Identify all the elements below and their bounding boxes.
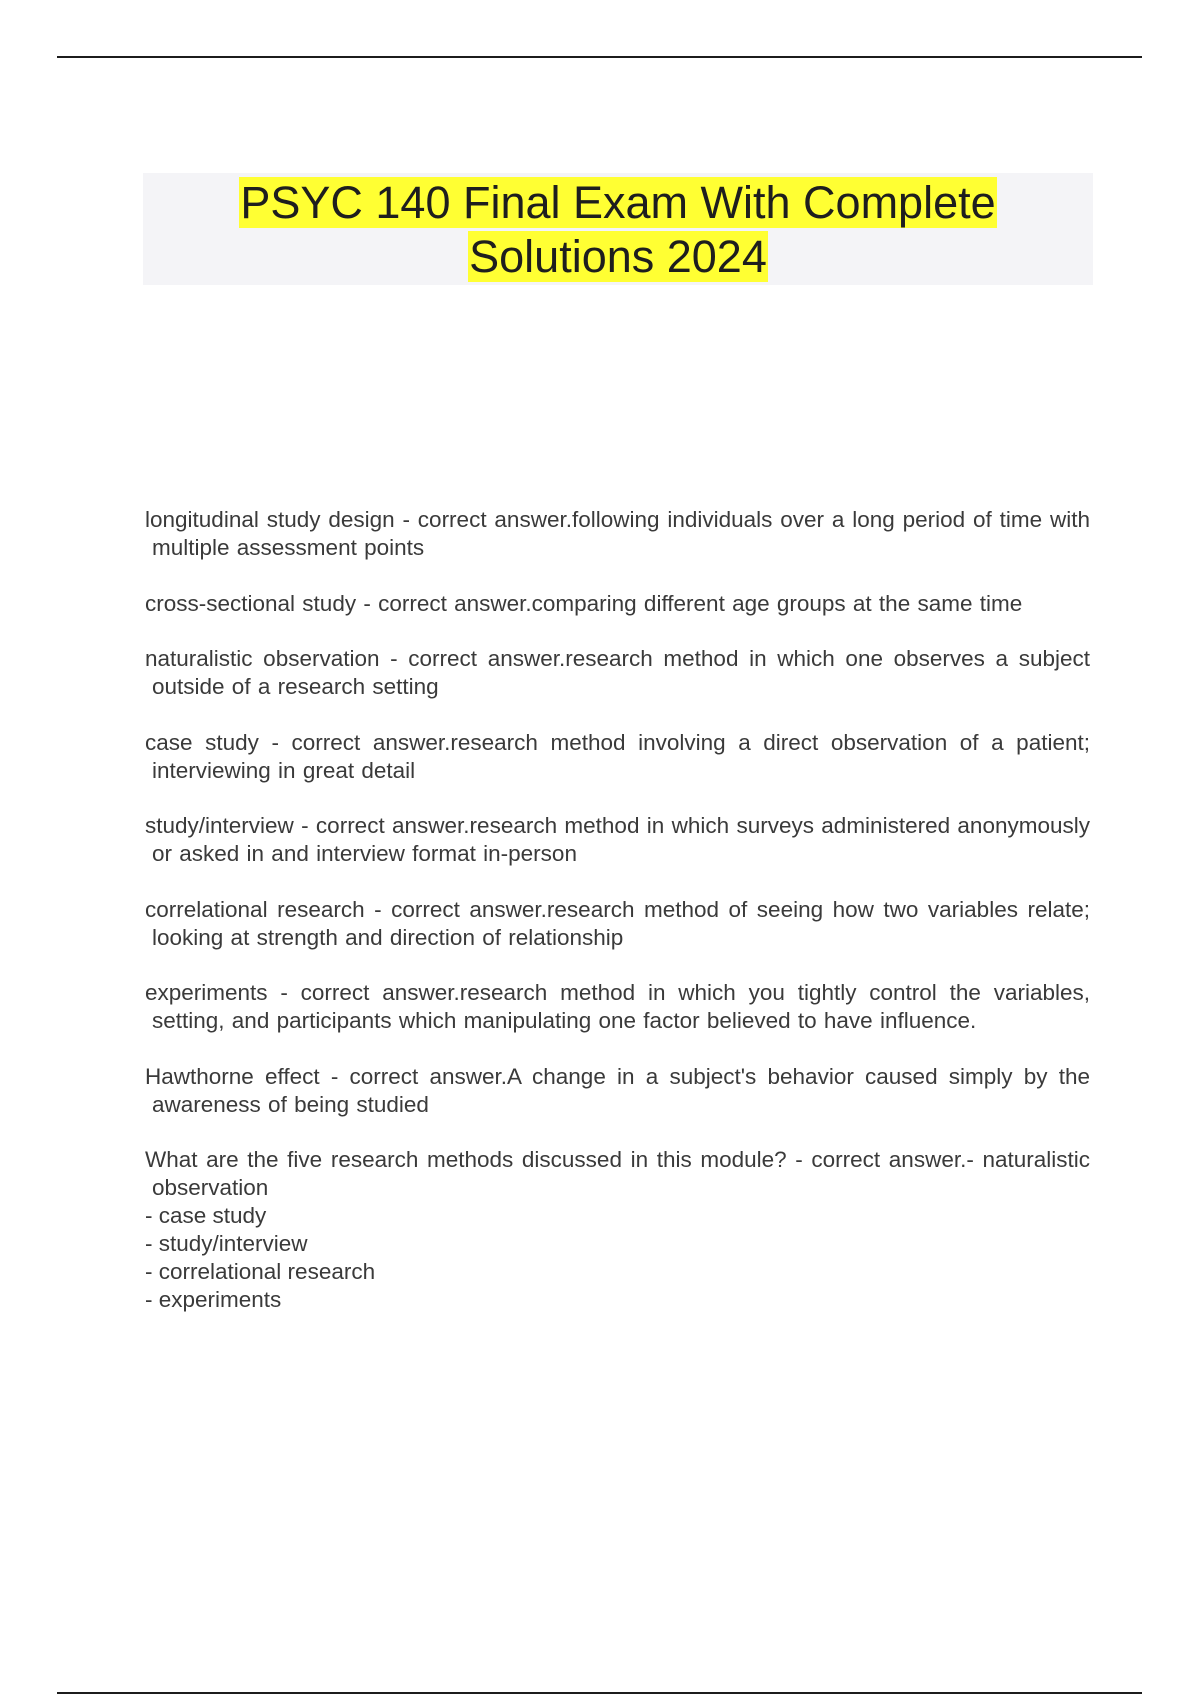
entry-study-interview: study/interview - correct answer.research method in which surveys administered anonymously or asked in and interview format in-person	[145, 813, 1090, 866]
entry-cross-sectional-study: cross-sectional study - correct answer.comparing different age groups at the same time	[145, 590, 1023, 616]
list-item: - case study	[145, 1203, 267, 1228]
entry-hawthorne-effect: Hawthorne effect - correct answer.A change in a subject's behavior caused simply by the awareness of being studied	[145, 1063, 1090, 1117]
title-line-1: PSYC 140 Final Exam With Complete	[240, 177, 996, 228]
list-item: - correlational research	[145, 1259, 376, 1284]
entry-correlational-research: correlational research - correct answer.research method of seeing how two variables relate; looking at strength and direction of relationship	[145, 896, 1090, 950]
top-rule	[57, 56, 1142, 58]
document-body	[145, 506, 1090, 1314]
list-item: - experiments	[145, 1287, 282, 1312]
entry-longitudinal-study: longitudinal study design - correct answer.following individuals over a long period of time with multiple assessment points	[145, 507, 1090, 560]
entry-case-study: case study - correct answer.research method involving a direct observation of a patient; interviewing in great detail	[145, 729, 1090, 783]
bottom-rule	[57, 1692, 1142, 1694]
title-banner	[143, 173, 1093, 285]
entry-naturalistic-observation: naturalistic observation - correct answer.research method in which one observes a subject outside of a research setting	[145, 646, 1090, 699]
entry-five-research-methods: What are the five research methods discussed in this module? - correct answer.- naturalistic observation	[145, 1147, 1090, 1200]
title-line-2: Solutions 2024	[469, 231, 767, 282]
entry-experiments: experiments - correct answer.research method in which you tightly control the variables, setting, and participants which manipulating one factor believed to have influence.	[145, 980, 1090, 1033]
research-methods-list	[145, 1202, 1090, 1314]
document-title	[143, 173, 1093, 284]
list-item: - study/interview	[145, 1231, 308, 1256]
